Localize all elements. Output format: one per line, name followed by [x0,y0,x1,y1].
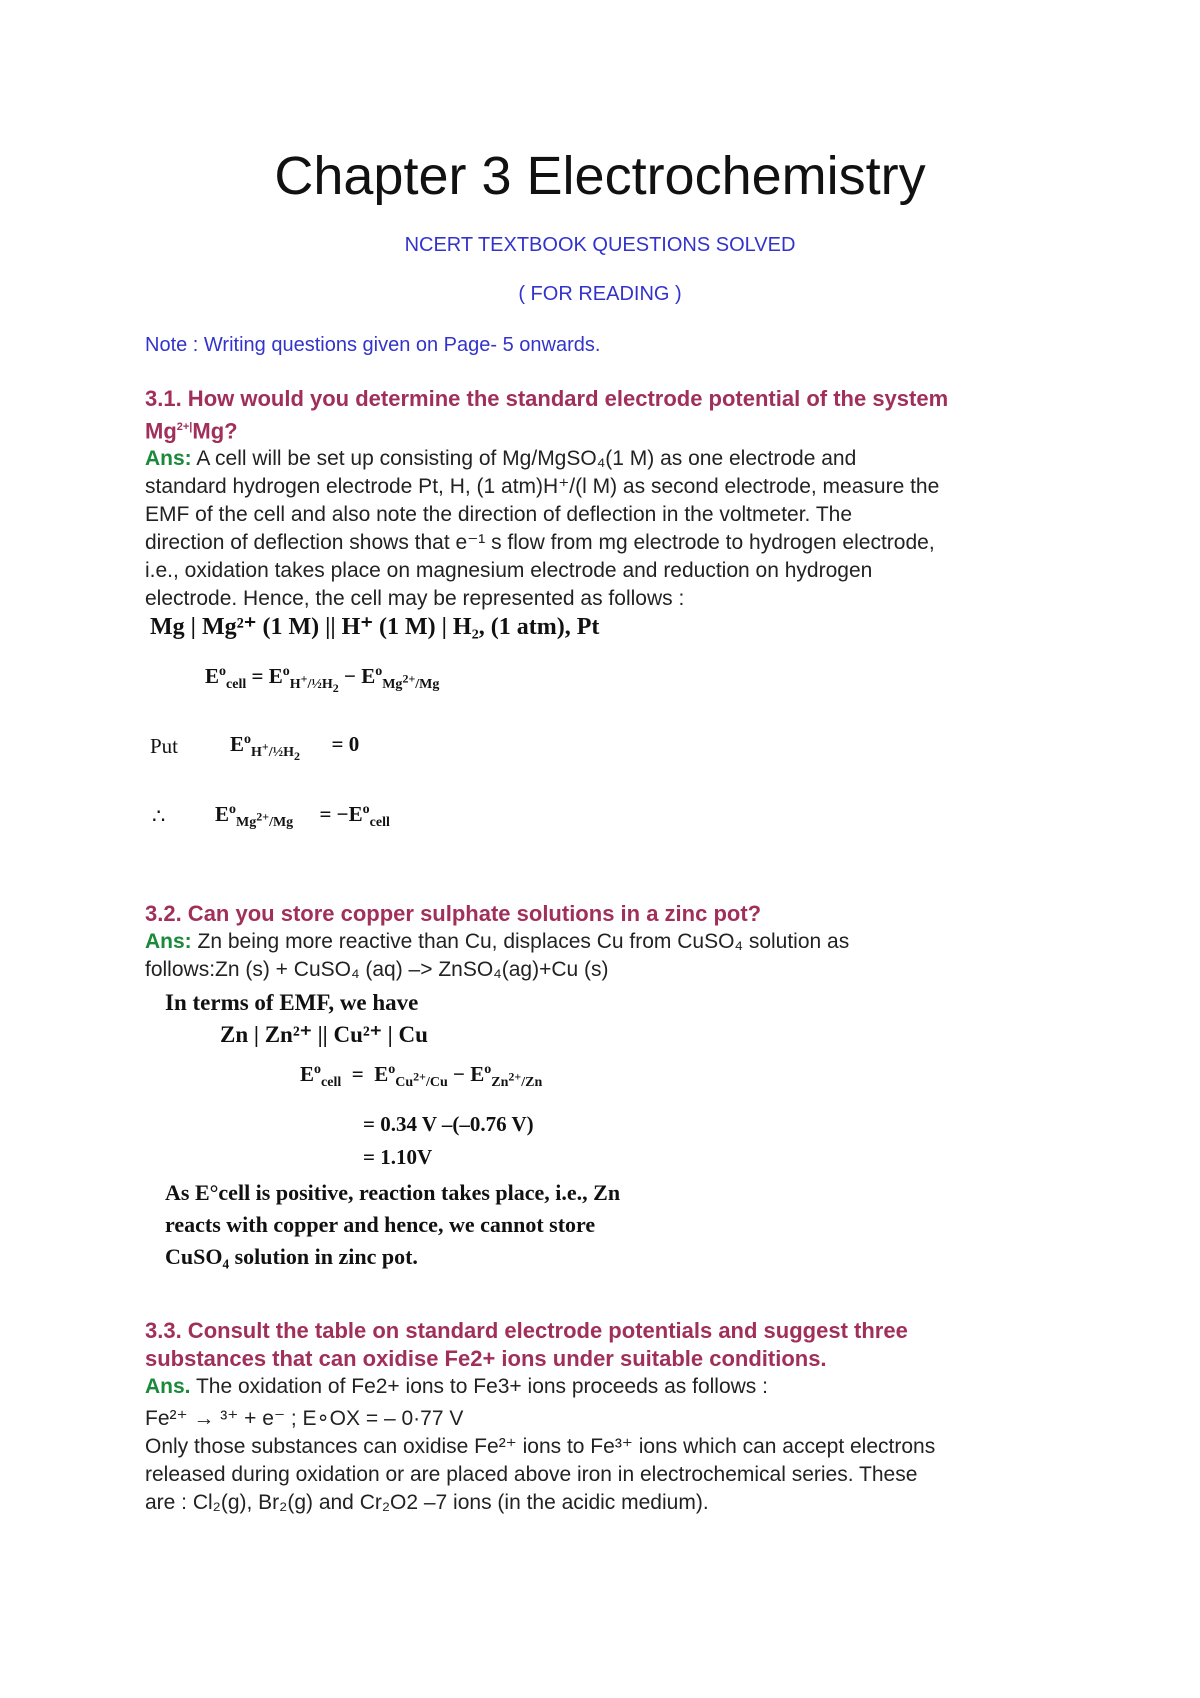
question-3-3-line2: substances that can oxidise Fe2+ ions under suitable conditions. [145,1346,827,1371]
answer-label: Ans. [145,1375,191,1398]
answer-line: Only those substances can oxidise Fe²⁺ ions to Fe³⁺ ions which can accept electrons [145,1435,936,1458]
question-3-1-line2: $Mg^{2+|}Mg$? [145,418,238,444]
answer-line: The oxidation of Fe2+ ions to Fe3+ ions proceeds as follows : [195,1375,768,1398]
hydrogen-potential-equation: $E^o_{H^+/\frac{1}{2}H_2}$ = 0 [230,732,360,763]
emf-calculation: = 0.34 V –(–0.76 V) [363,1112,534,1136]
note-text: Note : Writing questions given on Page- 5 onwards. [145,334,601,356]
answer-line: electrode. Hence, the cell may be represented as follows : [145,587,685,611]
conclusion-line-2: reacts with copper and hence, we cannot store [165,1212,596,1237]
answer-line: released during oxidation or are placed above iron in electrochemical series. These [145,1463,918,1486]
ecell-equation: $E^o_{cell} = E^o_{H^+/\frac{1}{2}H_2} - E^o_{Mg^{2+}/Mg}$ [205,664,440,695]
cell-representation: Mg | Mg²⁺ (1 M) || H⁺ (1 M) | H₂, (1 atm), Pt [150,614,600,640]
answer-3-3 [145,1373,1075,1401]
scanned-equations-3-1 [150,612,600,852]
answer-line: Fe²⁺ → ³⁺ + e⁻ ; E∘OX = – 0·77 V [145,1407,464,1430]
therefore-symbol: ∴ [152,804,166,828]
reading-label: ( FOR READING ) [518,283,682,305]
page-subtitle: NCERT TEXTBOOK QUESTIONS SOLVED [404,234,796,256]
conclusion-line-3: CuSO₄ solution in zinc pot. [165,1244,418,1269]
question-3-1-line1: 3.1. How would you determine the standard electrode potential of the system [145,386,949,411]
question-3-2-text: 3.2. Can you store copper sulphate solutions in a zinc pot? [145,901,762,926]
zn-cu-cell: Zn | Zn²⁺ || Cu²⁺ | Cu [220,1022,428,1047]
ecell-zn-cu-equation: $E^o_{cell} = E^o_{Cu^{2+}/Cu} - E^o_{Zn^{2+}/Zn}$ [300,1062,543,1091]
answer-line: direction of deflection shows that e⁻¹ s flow from mg electrode to hydrogen electrode, [145,531,935,555]
answer-line: Zn being more reactive than Cu, displaces Cu from CuSO₄ solution as [197,930,850,953]
emf-result: = 1.10V [363,1145,433,1169]
emf-intro: In terms of EMF, we have [165,990,419,1015]
mg-potential-equation: $E^o_{Mg^{2+}/Mg}$ = $-E^o_{cell}$ [215,802,390,831]
question-3-3-line1: 3.3. Consult the table on standard electrode potentials and suggest three [145,1318,908,1343]
question-3-2 [145,900,1075,984]
question-3-3 [145,1317,1075,1517]
answer-line: A cell will be set up consisting of Mg/MgSO₄(1 M) as one electrode and [196,447,857,471]
answer-line: are : Cl₂(g), Br₂(g) and Cr₂O2 –7 ions (in the acidic medium). [145,1491,709,1514]
answer-line: i.e., oxidation takes place on magnesium electrode and reduction on hydrogen [145,559,873,583]
answer-line: EMF of the cell and also note the direction of deflection in the voltmeter. The [145,503,853,527]
answer-label: Ans: [145,447,192,471]
answer-3-1 [145,445,1075,473]
answer-line: standard hydrogen electrode Pt, H, (1 atm)H⁺/(l M) as second electrode, measure the [145,475,940,499]
answer-line: follows:Zn (s) + CuSO₄ (aq) –> ZnSO₄(ag)+Cu (s) [145,958,609,981]
question-3-1 [145,385,1075,613]
scanned-equations-3-2 [165,990,665,1275]
answer-3-2 [145,928,1075,956]
answer-label: Ans: [145,930,192,953]
page-title: Chapter 3 Electrochemistry [274,146,926,206]
conclusion-line-1: As E°cell is positive, reaction takes place, i.e., Zn [165,1180,621,1205]
put-label: Put [150,734,179,758]
